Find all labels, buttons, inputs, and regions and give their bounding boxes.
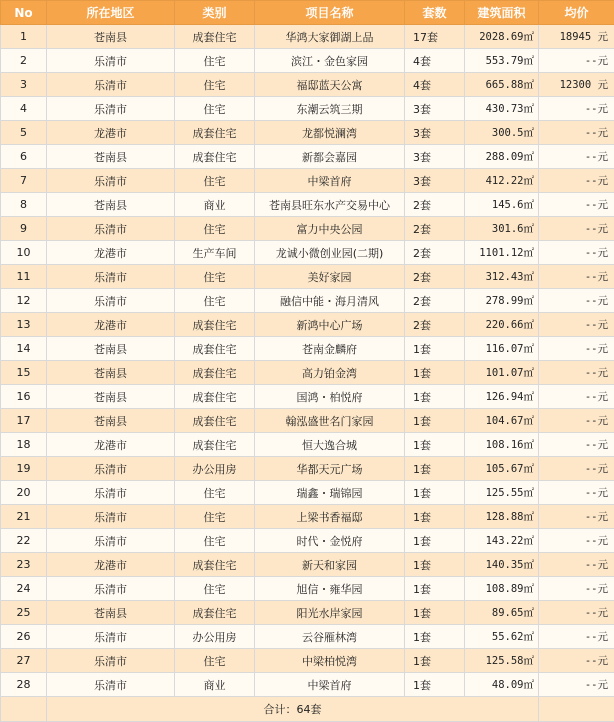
cell-project: 国鸿・柏悦府	[255, 385, 405, 409]
cell-area: 乐清市	[47, 97, 175, 121]
cell-area: 苍南县	[47, 385, 175, 409]
cell-type: 办公用房	[175, 625, 255, 649]
cell-price: --元	[539, 289, 614, 313]
cell-type: 住宅	[175, 217, 255, 241]
cell-project: 上梁书香福邸	[255, 505, 405, 529]
table-row	[1, 385, 614, 409]
cell-no: 4	[1, 97, 47, 121]
cell-size: 55.62㎡	[465, 625, 539, 649]
table-row	[1, 97, 614, 121]
cell-area: 龙港市	[47, 121, 175, 145]
cell-price: --元	[539, 505, 614, 529]
cell-count: 1套	[405, 673, 465, 697]
cell-type: 住宅	[175, 529, 255, 553]
cell-project: 中梁首府	[255, 169, 405, 193]
table-row	[1, 145, 614, 169]
cell-area: 苍南县	[47, 601, 175, 625]
cell-no: 25	[1, 601, 47, 625]
cell-count: 1套	[405, 553, 465, 577]
cell-price: --元	[539, 601, 614, 625]
cell-count: 3套	[405, 169, 465, 193]
cell-price: --元	[539, 409, 614, 433]
cell-size: 143.22㎡	[465, 529, 539, 553]
cell-count: 2套	[405, 289, 465, 313]
cell-price: --元	[539, 217, 614, 241]
cell-price: --元	[539, 265, 614, 289]
cell-area: 乐清市	[47, 217, 175, 241]
cell-type: 成套住宅	[175, 385, 255, 409]
cell-project: 苍南金麟府	[255, 337, 405, 361]
cell-size: 128.88㎡	[465, 505, 539, 529]
cell-project: 中梁柏悦湾	[255, 649, 405, 673]
table-row	[1, 409, 614, 433]
table-row	[1, 505, 614, 529]
cell-count: 1套	[405, 337, 465, 361]
cell-size: 2028.69㎡	[465, 25, 539, 49]
cell-count: 1套	[405, 361, 465, 385]
cell-project: 美好家园	[255, 265, 405, 289]
cell-type: 生产车间	[175, 241, 255, 265]
cell-count: 4套	[405, 49, 465, 73]
cell-project: 瑞鑫・瑞锦园	[255, 481, 405, 505]
cell-area: 乐清市	[47, 625, 175, 649]
total-empty-cell	[1, 697, 47, 722]
cell-price: --元	[539, 649, 614, 673]
cell-type: 成套住宅	[175, 121, 255, 145]
table-row	[1, 313, 614, 337]
cell-area: 苍南县	[47, 409, 175, 433]
cell-area: 苍南县	[47, 337, 175, 361]
cell-size: 140.35㎡	[465, 553, 539, 577]
cell-no: 21	[1, 505, 47, 529]
cell-no: 22	[1, 529, 47, 553]
cell-project: 华鸿大家御湖上品	[255, 25, 405, 49]
cell-size: 288.09㎡	[465, 145, 539, 169]
cell-no: 5	[1, 121, 47, 145]
cell-area: 乐清市	[47, 265, 175, 289]
cell-type: 成套住宅	[175, 409, 255, 433]
cell-no: 28	[1, 673, 47, 697]
cell-count: 1套	[405, 505, 465, 529]
cell-size: 101.07㎡	[465, 361, 539, 385]
cell-no: 27	[1, 649, 47, 673]
cell-area: 乐清市	[47, 49, 175, 73]
cell-count: 1套	[405, 433, 465, 457]
cell-area: 龙港市	[47, 241, 175, 265]
cell-size: 1101.12㎡	[465, 241, 539, 265]
header-row	[1, 1, 614, 25]
cell-type: 住宅	[175, 49, 255, 73]
cell-count: 2套	[405, 241, 465, 265]
cell-project: 龙都悦澜湾	[255, 121, 405, 145]
cell-no: 14	[1, 337, 47, 361]
cell-size: 108.89㎡	[465, 577, 539, 601]
cell-no: 3	[1, 73, 47, 97]
table-row	[1, 457, 614, 481]
cell-project: 新都会嘉园	[255, 145, 405, 169]
cell-area: 苍南县	[47, 361, 175, 385]
cell-no: 6	[1, 145, 47, 169]
cell-project: 苍南县旺东水产交易中心	[255, 193, 405, 217]
cell-type: 住宅	[175, 265, 255, 289]
cell-no: 7	[1, 169, 47, 193]
cell-area: 乐清市	[47, 169, 175, 193]
table-row	[1, 649, 614, 673]
cell-price: --元	[539, 169, 614, 193]
cell-type: 商业	[175, 673, 255, 697]
table-row	[1, 625, 614, 649]
cell-project: 高力铂金湾	[255, 361, 405, 385]
cell-count: 3套	[405, 121, 465, 145]
cell-size: 104.67㎡	[465, 409, 539, 433]
cell-count: 2套	[405, 313, 465, 337]
header-project: 项目名称	[255, 1, 405, 25]
cell-no: 17	[1, 409, 47, 433]
cell-project: 新天和家园	[255, 553, 405, 577]
cell-size: 665.88㎡	[465, 73, 539, 97]
cell-project: 翰泓盛世名门家园	[255, 409, 405, 433]
cell-type: 住宅	[175, 577, 255, 601]
cell-type: 住宅	[175, 481, 255, 505]
cell-type: 成套住宅	[175, 361, 255, 385]
cell-type: 成套住宅	[175, 601, 255, 625]
cell-count: 4套	[405, 73, 465, 97]
cell-count: 17套	[405, 25, 465, 49]
cell-area: 乐清市	[47, 577, 175, 601]
cell-type: 商业	[175, 193, 255, 217]
cell-no: 23	[1, 553, 47, 577]
total-row	[1, 697, 614, 722]
table-row	[1, 673, 614, 697]
cell-price: --元	[539, 361, 614, 385]
table-row	[1, 265, 614, 289]
cell-count: 3套	[405, 145, 465, 169]
table-row	[1, 577, 614, 601]
cell-size: 300.5㎡	[465, 121, 539, 145]
cell-price: --元	[539, 457, 614, 481]
header-no: No	[1, 1, 47, 25]
cell-size: 105.67㎡	[465, 457, 539, 481]
cell-no: 15	[1, 361, 47, 385]
cell-price: --元	[539, 241, 614, 265]
table-row	[1, 49, 614, 73]
cell-no: 11	[1, 265, 47, 289]
cell-type: 住宅	[175, 169, 255, 193]
cell-type: 成套住宅	[175, 553, 255, 577]
cell-size: 126.94㎡	[465, 385, 539, 409]
cell-size: 116.07㎡	[465, 337, 539, 361]
cell-area: 龙港市	[47, 313, 175, 337]
cell-project: 滨江・金色家园	[255, 49, 405, 73]
cell-area: 乐清市	[47, 649, 175, 673]
cell-area: 苍南县	[47, 145, 175, 169]
cell-count: 2套	[405, 193, 465, 217]
cell-type: 住宅	[175, 73, 255, 97]
cell-count: 1套	[405, 625, 465, 649]
header-type: 类别	[175, 1, 255, 25]
cell-area: 乐清市	[47, 289, 175, 313]
cell-area: 龙港市	[47, 433, 175, 457]
cell-price: --元	[539, 145, 614, 169]
cell-project: 新鸿中心广场	[255, 313, 405, 337]
cell-count: 1套	[405, 601, 465, 625]
cell-size: 125.55㎡	[465, 481, 539, 505]
cell-no: 24	[1, 577, 47, 601]
cell-price: --元	[539, 529, 614, 553]
cell-price: --元	[539, 433, 614, 457]
table-row	[1, 553, 614, 577]
table-row	[1, 481, 614, 505]
cell-type: 成套住宅	[175, 25, 255, 49]
cell-count: 1套	[405, 385, 465, 409]
cell-type: 住宅	[175, 505, 255, 529]
cell-price: 12300 元	[539, 73, 614, 97]
table-row	[1, 169, 614, 193]
cell-count: 2套	[405, 265, 465, 289]
header-count: 套数	[405, 1, 465, 25]
cell-project: 恒大逸合城	[255, 433, 405, 457]
cell-price: --元	[539, 553, 614, 577]
cell-price: --元	[539, 577, 614, 601]
cell-size: 430.73㎡	[465, 97, 539, 121]
cell-no: 12	[1, 289, 47, 313]
cell-size: 48.09㎡	[465, 673, 539, 697]
table-row	[1, 337, 614, 361]
cell-no: 20	[1, 481, 47, 505]
cell-type: 成套住宅	[175, 145, 255, 169]
cell-area: 乐清市	[47, 457, 175, 481]
cell-type: 住宅	[175, 97, 255, 121]
cell-type: 住宅	[175, 289, 255, 313]
table-row	[1, 361, 614, 385]
cell-count: 1套	[405, 409, 465, 433]
cell-area: 乐清市	[47, 529, 175, 553]
cell-count: 1套	[405, 649, 465, 673]
cell-price: --元	[539, 97, 614, 121]
total-cell: 合计：64套	[47, 697, 539, 722]
cell-price: --元	[539, 673, 614, 697]
table-row	[1, 217, 614, 241]
table-row	[1, 121, 614, 145]
cell-price: --元	[539, 625, 614, 649]
cell-area: 乐清市	[47, 73, 175, 97]
cell-project: 旭信・雍华园	[255, 577, 405, 601]
cell-size: 89.65㎡	[465, 601, 539, 625]
cell-size: 278.99㎡	[465, 289, 539, 313]
cell-no: 10	[1, 241, 47, 265]
cell-size: 301.6㎡	[465, 217, 539, 241]
cell-no: 26	[1, 625, 47, 649]
cell-no: 9	[1, 217, 47, 241]
table-header	[1, 1, 614, 25]
cell-price: --元	[539, 385, 614, 409]
cell-area: 乐清市	[47, 673, 175, 697]
table-row	[1, 241, 614, 265]
cell-price: --元	[539, 121, 614, 145]
cell-area: 龙港市	[47, 553, 175, 577]
header-price: 均价	[539, 1, 614, 25]
cell-project: 融信中能・海月清风	[255, 289, 405, 313]
cell-size: 412.22㎡	[465, 169, 539, 193]
table-row	[1, 25, 614, 49]
header-size: 建筑面积	[465, 1, 539, 25]
cell-count: 1套	[405, 481, 465, 505]
table-row	[1, 433, 614, 457]
table-row	[1, 193, 614, 217]
cell-project: 东潮云筑三期	[255, 97, 405, 121]
cell-project: 福邸蓝天公寓	[255, 73, 405, 97]
table-body	[1, 25, 614, 697]
cell-price: --元	[539, 49, 614, 73]
table-footer	[1, 697, 614, 722]
cell-no: 13	[1, 313, 47, 337]
cell-project: 富力中央公园	[255, 217, 405, 241]
cell-size: 145.6㎡	[465, 193, 539, 217]
cell-no: 2	[1, 49, 47, 73]
cell-price: 18945 元	[539, 25, 614, 49]
cell-size: 312.43㎡	[465, 265, 539, 289]
cell-no: 19	[1, 457, 47, 481]
cell-no: 18	[1, 433, 47, 457]
cell-count: 1套	[405, 577, 465, 601]
cell-no: 1	[1, 25, 47, 49]
cell-area: 苍南县	[47, 193, 175, 217]
cell-size: 220.66㎡	[465, 313, 539, 337]
cell-count: 2套	[405, 217, 465, 241]
cell-price: --元	[539, 481, 614, 505]
cell-price: --元	[539, 313, 614, 337]
cell-type: 办公用房	[175, 457, 255, 481]
cell-area: 苍南县	[47, 25, 175, 49]
cell-size: 553.79㎡	[465, 49, 539, 73]
cell-project: 中梁首府	[255, 673, 405, 697]
table-row	[1, 289, 614, 313]
cell-count: 1套	[405, 457, 465, 481]
cell-price: --元	[539, 337, 614, 361]
cell-project: 云谷雁林湾	[255, 625, 405, 649]
table-row	[1, 529, 614, 553]
cell-project: 龙诚小微创业园(二期)	[255, 241, 405, 265]
cell-project: 阳光水岸家园	[255, 601, 405, 625]
cell-type: 成套住宅	[175, 337, 255, 361]
cell-price: --元	[539, 193, 614, 217]
cell-count: 1套	[405, 529, 465, 553]
cell-size: 125.58㎡	[465, 649, 539, 673]
cell-type: 成套住宅	[175, 313, 255, 337]
cell-project: 华都天元广场	[255, 457, 405, 481]
total-empty-cell	[539, 697, 614, 722]
cell-project: 时代・金悦府	[255, 529, 405, 553]
cell-size: 108.16㎡	[465, 433, 539, 457]
table-row	[1, 601, 614, 625]
cell-type: 成套住宅	[175, 433, 255, 457]
cell-area: 乐清市	[47, 481, 175, 505]
cell-area: 乐清市	[47, 505, 175, 529]
cell-no: 8	[1, 193, 47, 217]
cell-no: 16	[1, 385, 47, 409]
cell-type: 住宅	[175, 649, 255, 673]
header-area: 所在地区	[47, 1, 175, 25]
table-row	[1, 73, 614, 97]
cell-count: 3套	[405, 97, 465, 121]
